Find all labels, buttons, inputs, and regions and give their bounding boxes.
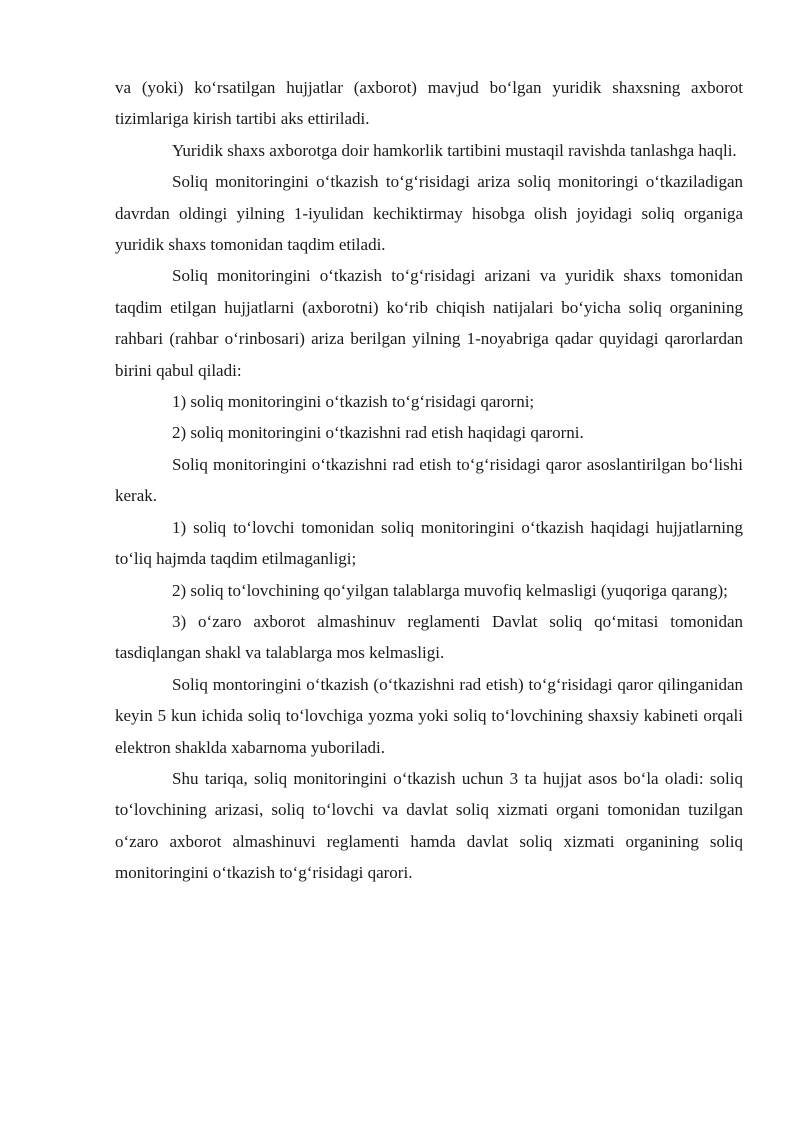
list-item-reason-2: 2) soliq to‘lovchining qo‘yilgan talablarga muvofiq kelmasligi (yuqoriga qarang); xyxy=(172,580,728,600)
document-page xyxy=(115,72,743,889)
paragraph-application-deadline: Soliq monitoringini o‘tkazish to‘g‘risidagi ariza soliq monitoringi o‘tkaziladigan davrdan oldingi yilning 1-iyulidan kechiktirmay hisobga olish joyidagi soliq organiga yuridik shaxs tomonidan taqdim etiladi. xyxy=(115,172,743,255)
paragraph-decision-intro: Soliq monitoringini o‘tkazish to‘g‘risidagi arizani va yuridik shaxs tomonidan taqdim etilgan hujjatlarni (axborotni) ko‘rib chiqish natijalari bo‘yicha soliq organining rahbari (rahbar o‘rinbosari) ariza berilgan yilning 1-noyabriga qadar quyidagi qarorlardan birini qabul qiladi: xyxy=(115,266,743,380)
list-item-reason-1: 1) soliq to‘lovchi tomonidan soliq monitoringini o‘tkazish haqidagi hujjatlarning to‘liq hajmda taqdim etilmaganligi; xyxy=(115,517,743,569)
list-item-reason-3: 3) o‘zaro axborot almashinuv reglamenti Davlat soliq qo‘mitasi tomonidan tasdiqlangan shakl va talablarga mos kelmasligi. xyxy=(115,611,743,663)
list-item-decision-1: 1) soliq monitoringini o‘tkazish to‘g‘risidagi qarorni; xyxy=(172,392,535,412)
paragraph-continuation: va (yoki) ko‘rsatilgan hujjatlar (axborot) mavjud bo‘lgan yuridik shaxsning axborot tizimlariga kirish tartibi aks ettiriladi. xyxy=(115,78,743,129)
list-item-decision-2: 2) soliq monitoringini o‘tkazishni rad etish haqidagi qarorni. xyxy=(172,423,584,443)
paragraph-summary: Shu tariqa, soliq monitoringini o‘tkazish uchun 3 ta hujjat asos bo‘la oladi: soliq to‘lovchining arizasi, soliq to‘lovchi va davlat soliq xizmati organi tomonidan tuzilgan o‘zaro axborot almashinuvi reglamenti hamda davlat soliq xizmati organining soliq monitoringini o‘tkazish to‘g‘risidagi qarori. xyxy=(115,768,743,883)
paragraph-refusal-justified: Soliq monitoringini o‘tkazishni rad etish to‘g‘risidagi qaror asoslantirilgan bo‘lishi kerak. xyxy=(115,454,743,506)
paragraph-notification: Soliq montoringini o‘tkazish (o‘tkazishni rad etish) to‘g‘risidagi qaror qilinganidan keyin 5 kun ichida soliq to‘lovchiga yozma yoki soliq to‘lovchining shaxsiy kabineti orqali elektron shaklda xabarnoma yuboriladi. xyxy=(115,674,743,757)
paragraph-choice-right: Yuridik shaxs axborotga doir hamkorlik tartibini mustaqil ravishda tanlashga haqli. xyxy=(172,140,737,160)
